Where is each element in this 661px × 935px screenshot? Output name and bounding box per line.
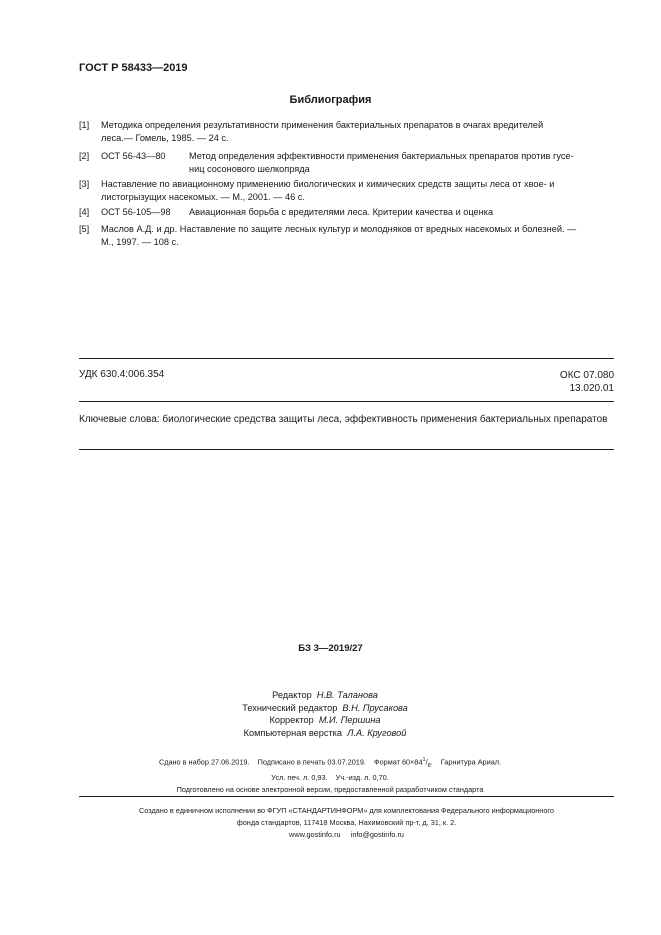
bibliography-entry <box>79 206 614 219</box>
entry-number: [4] <box>79 207 90 217</box>
bibliography-title: Библиография <box>289 94 372 106</box>
oks-line1: ОКС 07.080 <box>559 370 614 381</box>
entry-text-line2: леса.— Гомель, 1985. — 24 с. <box>101 132 229 143</box>
credit-label: Корректор <box>269 715 314 725</box>
credit-editor <box>150 689 500 702</box>
keywords-text: биологические средства защиты леса, эффективность применения бактериальных препаратов <box>162 414 608 425</box>
entry-number: [3] <box>79 179 90 189</box>
credits <box>150 689 500 739</box>
entry-text-line1: Метод определения эффективности применения бактериальных препаратов против гусе- <box>189 151 574 161</box>
entry-standard-code: ОСТ 56-105—98 <box>101 207 171 217</box>
keywords <box>79 413 614 427</box>
oks-code <box>520 369 614 395</box>
print-info-line3: Подготовлено на основе электронной версии, предоставленной разработчиком стандарта <box>176 784 484 794</box>
format-fraction-denominator: 8 <box>427 762 431 769</box>
website-link[interactable]: www.gostinfo.ru <box>289 830 341 839</box>
credit-tech-editor <box>150 702 500 715</box>
entry-standard-code: ОСТ 56-43—80 <box>101 151 166 161</box>
bibliography-entry <box>79 223 614 248</box>
divider <box>79 449 614 450</box>
credit-person: М.И. Першина <box>318 715 381 725</box>
footer-line2: фонда стандартов, 117418 Москва, Нахимовский пр-т, д. 31, к. 2. <box>236 818 457 827</box>
bibliography-entry <box>79 150 614 175</box>
credit-person: Л.А. Круговой <box>347 727 407 738</box>
footer-contacts <box>79 829 614 841</box>
footer-line1: Создано в единичном исполнении во ФГУП «СТАНДАРТИНФОРМ» для комплектования Федерального информационного <box>139 806 554 815</box>
credit-person: Н.В. Таланова <box>316 690 378 700</box>
print-font: . Гарнитура Ариал. <box>430 757 502 767</box>
print-info-line2: Усл. печ. л. 0,93. Уч.-изд. л. 0,70. <box>271 773 389 783</box>
bz-number: БЗ 3—2019/27 <box>298 643 363 654</box>
credit-corrector <box>150 714 500 727</box>
divider <box>79 358 614 359</box>
print-info <box>100 755 560 795</box>
credit-label: Редактор <box>272 690 312 700</box>
keywords-label: Ключевые слова: <box>79 414 160 425</box>
document-code: ГОСТ Р 58433—2019 <box>79 62 188 74</box>
entry-text-line2: М., 1997. — 108 с. <box>101 236 179 247</box>
oks-line2: 13.020.01 <box>569 383 614 394</box>
entry-text-line1: Авиационная борьба с вредителями леса. Критерии качества и оценка <box>189 207 494 217</box>
credit-label: Технический редактор <box>242 702 338 713</box>
divider <box>79 401 614 402</box>
credit-layout <box>150 727 500 740</box>
entry-number: [1] <box>79 120 90 130</box>
footer <box>79 805 614 841</box>
entry-text-line2: листогрызущих насекомых. — М., 2001. — 46 с. <box>101 191 305 202</box>
entry-text-line1: Методика определения результативности применения бактериальных препаратов в очагах вредителей <box>101 120 544 130</box>
format-fraction-numerator: 1 <box>422 757 426 763</box>
credit-person: В.Н. Прусакова <box>342 702 408 713</box>
print-details: Сдано в набор 27.06.2019. Подписано в печать 03.07.2019. Формат 60×84 <box>158 757 423 767</box>
udc-code: УДК 630.4:006.354 <box>79 369 165 380</box>
credit-label: Компьютерная верстка <box>243 727 343 738</box>
entry-text-line1: Наставление по авиационному применению биологических и химических средств защиты леса от хвое- и <box>101 179 555 189</box>
entry-number: [5] <box>79 224 90 234</box>
print-info-line1: Сдано в набор 27.06.2019. Подписано в печать 03.07.2019. Формат $60\times 84^1/_8$. Гарнитура Ариал. <box>158 757 502 769</box>
bibliography-entry <box>79 178 614 203</box>
divider <box>79 796 614 797</box>
email-link[interactable]: info@gostinfo.ru <box>350 830 404 839</box>
entry-text-line2: ниц сосонового шелкопряда <box>189 163 310 174</box>
bibliography-entry <box>79 119 614 144</box>
entry-text-line1: Маслов А.Д. и др. Наставление по защите лесных культур и молодняков от вредных насекомых и болезней. — <box>101 224 577 234</box>
entry-number: [2] <box>79 151 90 161</box>
